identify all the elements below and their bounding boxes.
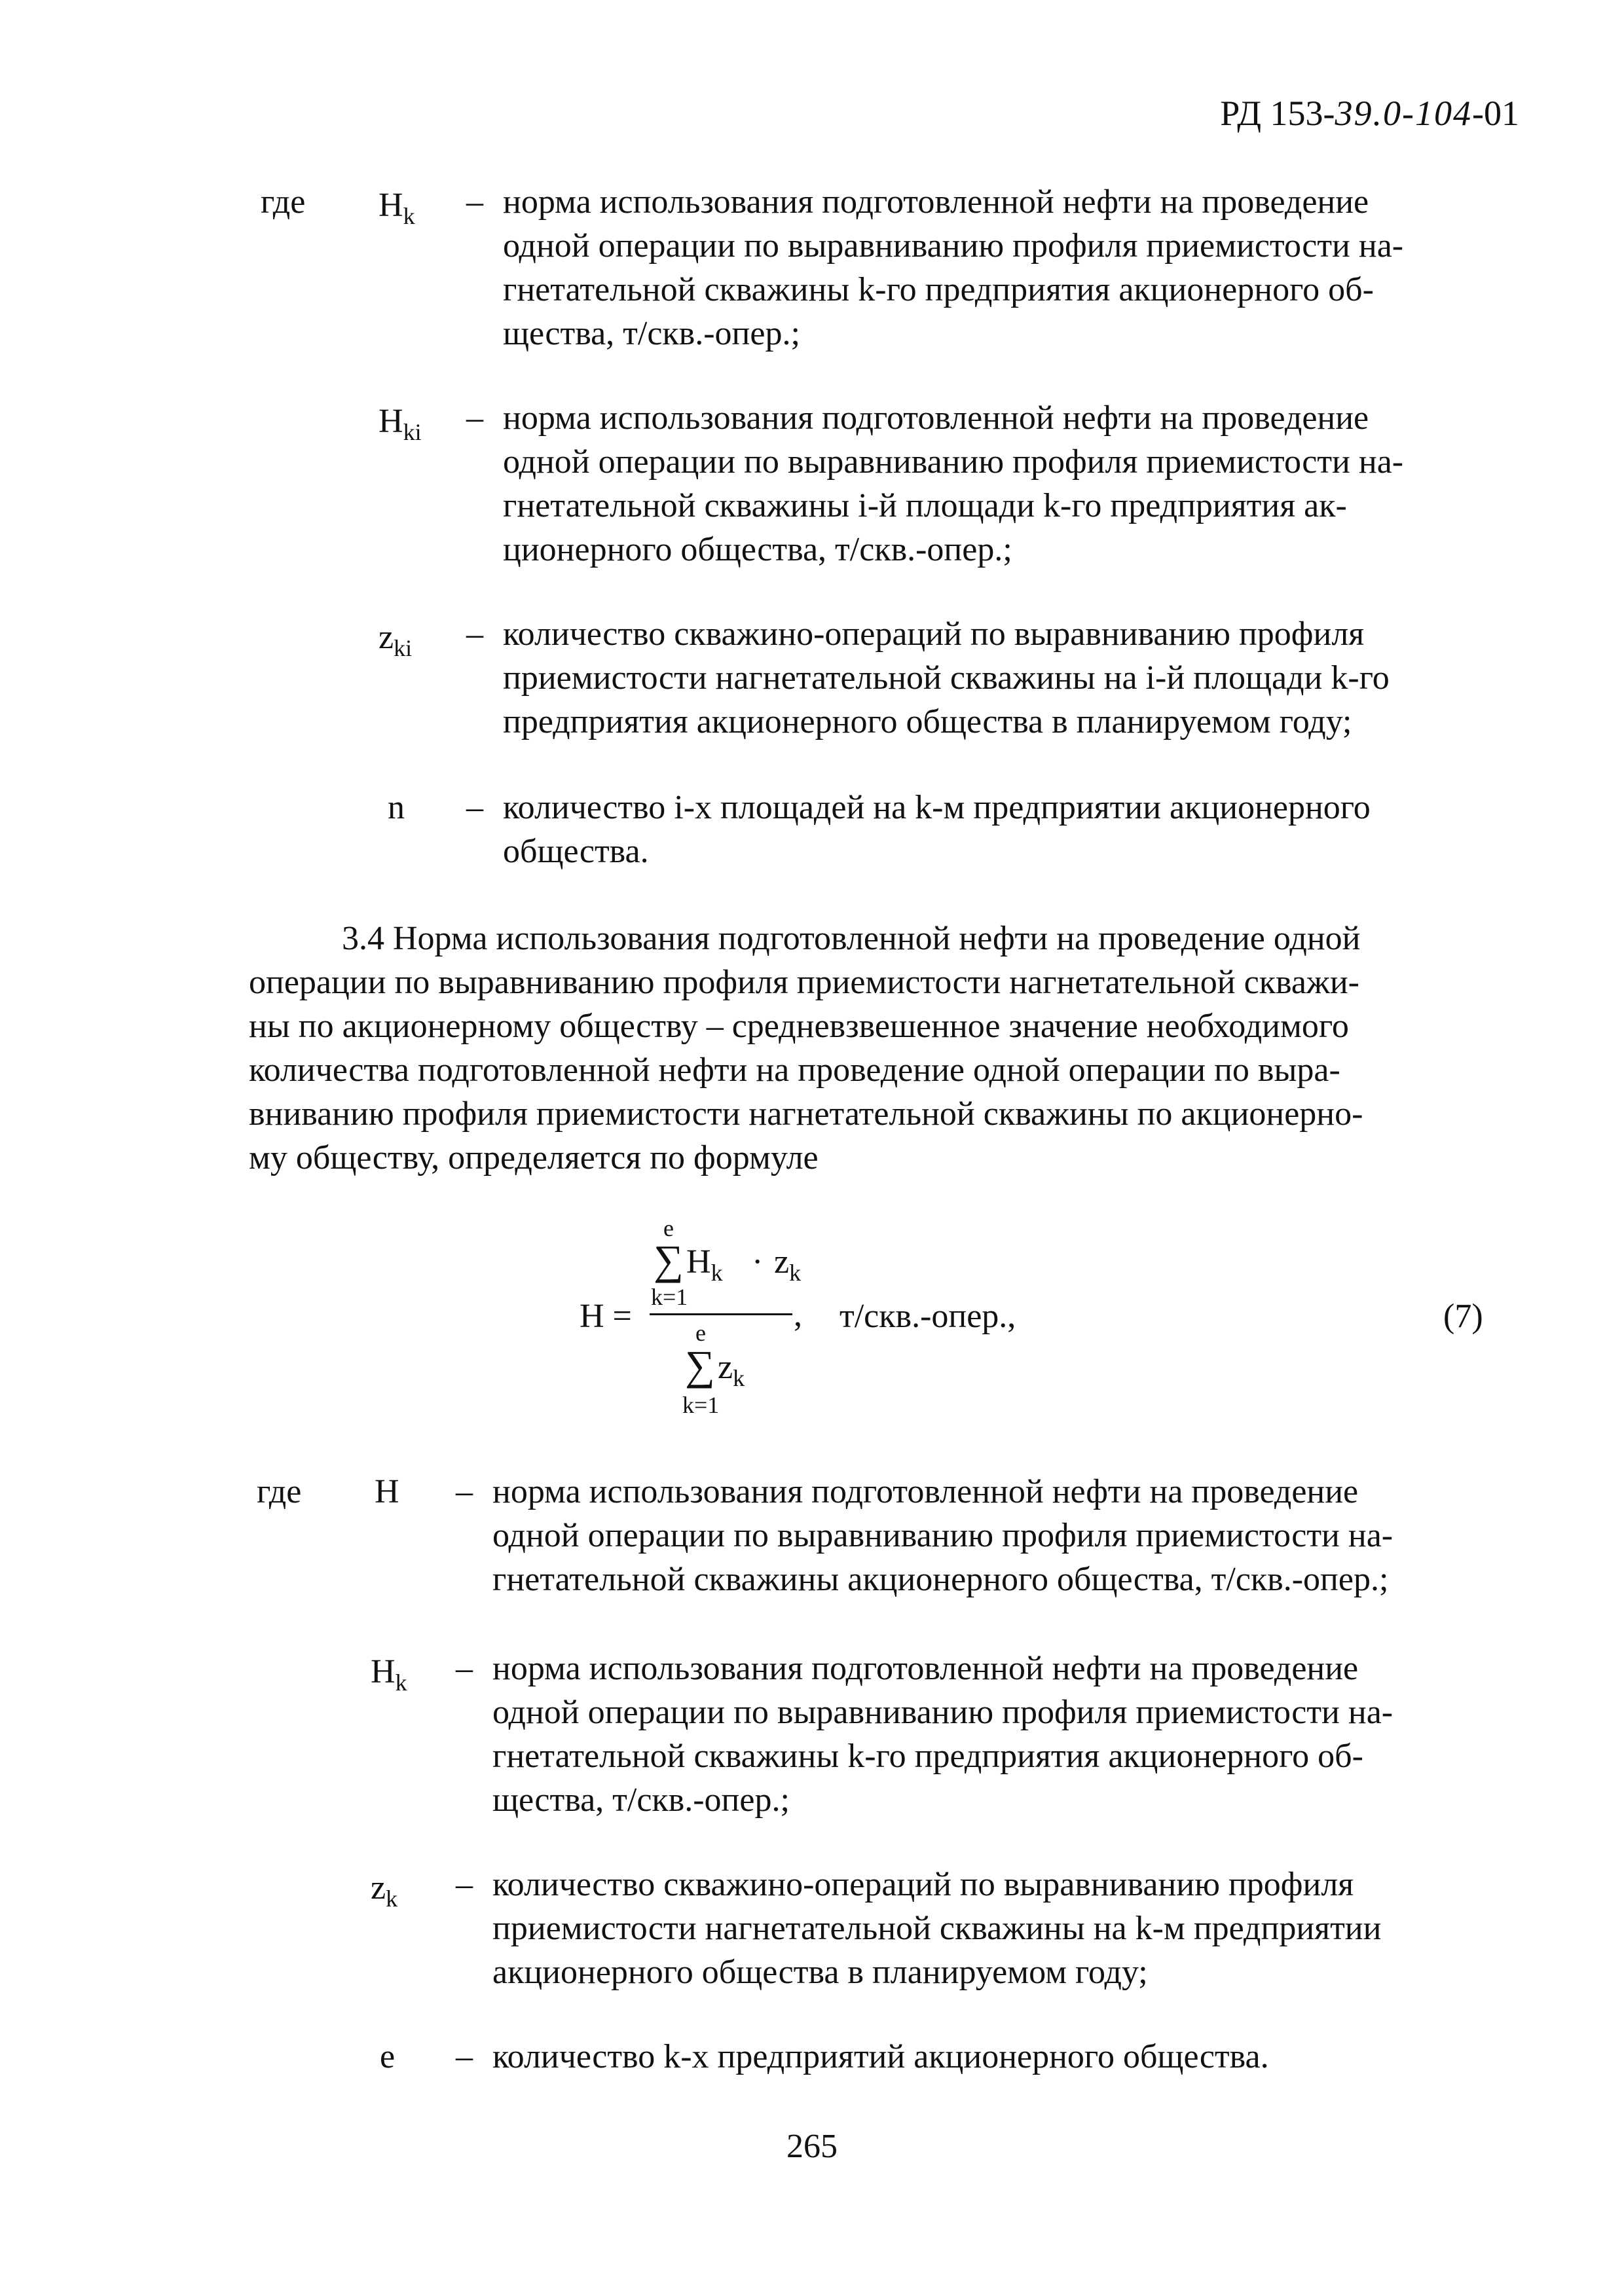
- legend-definition-line: щества, т/скв.-опер.;: [503, 315, 800, 352]
- legend-symbol: $Н_{ki}$: [378, 403, 422, 445]
- legend-dash: –: [456, 2038, 473, 2075]
- legend-definition-line: количество скважино-операций по выравниванию профиля: [503, 615, 1365, 653]
- formula-fraction-bar: [650, 1313, 792, 1315]
- paragraph-line: количества подготовленной нефти на проведение одной операции по выра-: [249, 1051, 1340, 1089]
- formula-num-sigma: ∑: [654, 1237, 684, 1283]
- legend-dash: –: [466, 615, 483, 653]
- document-code-prefix: РД 153-: [1220, 94, 1335, 133]
- formula-comma: ,: [794, 1296, 802, 1334]
- legend-where-label: где: [261, 183, 306, 221]
- formula-den-z: $z_k$: [718, 1349, 745, 1391]
- legend-definition-line: одной операции по выравниванию профиля приемистости на-: [503, 443, 1404, 481]
- legend-symbol: $Н_k$: [371, 1653, 407, 1696]
- legend-symbol: Н: [375, 1473, 399, 1510]
- formula-num-lower-limit: k=1: [651, 1284, 688, 1310]
- legend-symbol: $Н_k$: [378, 187, 415, 229]
- formula-num-upper-limit: e: [663, 1215, 674, 1241]
- legend-definition-line: одной операции по выравниванию профиля приемистости на-: [492, 1694, 1393, 1731]
- legend-definition-line: норма использования подготовленной нефти на проведение: [503, 399, 1369, 437]
- paragraph-line: вниванию профиля приемистости нагнетательной скважины по акционерно-: [249, 1095, 1363, 1133]
- legend-definition-line: гнетательной скважины k-го предприятия акционерного об-: [492, 1738, 1363, 1775]
- legend-definition-line: количество скважино-операций по выравниванию профиля: [492, 1866, 1354, 1903]
- legend-definition-line: общества.: [503, 833, 649, 870]
- legend-definition-line: ционерного общества, т/скв.-опер.;: [503, 531, 1012, 568]
- legend-definition-line: количество i-х площадей на k-м предприятии акционерного: [503, 789, 1371, 826]
- legend-dash: –: [456, 1473, 473, 1510]
- page-number: 265: [786, 2128, 838, 2165]
- legend-dash: –: [456, 1650, 473, 1687]
- legend-definition-line: гнетательной скважины акционерного общества, т/скв.-опер.;: [492, 1561, 1389, 1598]
- legend-definition-line: норма использования подготовленной нефти на проведение: [492, 1473, 1359, 1510]
- legend-symbol: $z_{ki}$: [378, 619, 413, 661]
- legend-symbol: n: [388, 789, 405, 826]
- legend-symbol: e: [380, 2038, 396, 2075]
- legend-dash: –: [466, 399, 483, 437]
- legend-definition-line: щества, т/скв.-опер.;: [492, 1781, 790, 1819]
- paragraph-line: операции по выравниванию профиля приемистости нагнетательной скважи-: [249, 964, 1359, 1001]
- legend-definition-line: гнетательной скважины i-й площади k-го предприятия ак-: [503, 487, 1347, 524]
- formula-lhs: Н =: [580, 1298, 632, 1335]
- formula-den-upper-limit: e: [695, 1320, 706, 1346]
- formula-num-dot: ·: [752, 1243, 764, 1281]
- legend-definition-line: норма использования подготовленной нефти на проведение: [492, 1650, 1359, 1687]
- formula-number: (7): [1443, 1298, 1483, 1335]
- legend-dash: –: [466, 789, 483, 826]
- legend-symbol: $z_k$: [371, 1869, 398, 1912]
- formula-den-sigma: ∑: [685, 1342, 715, 1389]
- legend-dash: –: [466, 183, 483, 221]
- formula-num-z: $z_k$: [774, 1243, 802, 1286]
- legend-definition-line: гнетательной скважины k-го предприятия акционерного об-: [503, 271, 1374, 308]
- legend-definition-line: одной операции по выравниванию профиля приемистости на-: [492, 1517, 1393, 1554]
- formula-num-term: $Н_k$: [686, 1243, 723, 1286]
- legend-definition-line: норма использования подготовленной нефти на проведение: [503, 183, 1369, 221]
- document-code-handwritten: 39.0-104: [1335, 94, 1473, 133]
- legend-definition-line: количество k-х предприятий акционерного общества.: [492, 2038, 1269, 2075]
- legend-definition-line: предприятия акционерного общества в планируемом году;: [503, 703, 1352, 740]
- paragraph-line: 3.4 Норма использования подготовленной нефти на проведение одной: [342, 920, 1361, 957]
- legend-definition-line: одной операции по выравниванию профиля приемистости на-: [503, 227, 1404, 264]
- legend-definition-line: акционерного общества в планируемом году;: [492, 1954, 1148, 1991]
- paragraph-line: ны по акционерному обществу – средневзвешенное значение необходимого: [249, 1008, 1349, 1045]
- document-code-suffix: -01: [1472, 94, 1519, 133]
- paragraph-line: му обществу, определяется по формуле: [249, 1139, 819, 1176]
- legend-where-label: где: [257, 1473, 302, 1510]
- legend-definition-line: приемистости нагнетательной скважины на i-й площади k-го: [503, 659, 1390, 697]
- legend-definition-line: приемистости нагнетательной скважины на k-м предприятии: [492, 1910, 1382, 1947]
- legend-dash: –: [456, 1866, 473, 1903]
- formula-den-lower-limit: k=1: [682, 1392, 720, 1418]
- formula-unit: т/скв.-опер.,: [840, 1298, 1016, 1335]
